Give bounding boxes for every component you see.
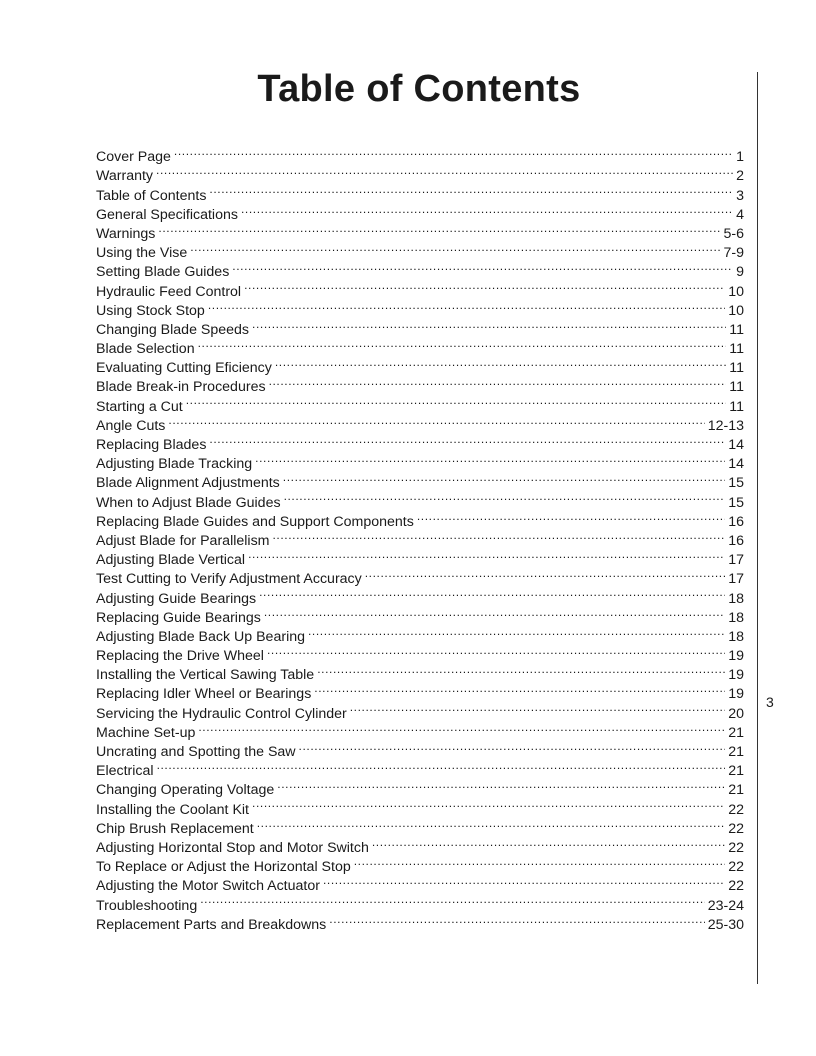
toc-entry-label: When to Adjust Blade Guides [96, 494, 281, 511]
toc-entry-label: Starting a Cut [96, 398, 183, 415]
dot-leader [156, 161, 733, 180]
toc-entry-label: Electrical [96, 763, 154, 780]
toc-entry-page: 11 [729, 379, 744, 396]
toc-entry-label: Replacing Idler Wheel or Bearings [96, 686, 312, 703]
toc-entry-page: 15 [728, 475, 744, 492]
toc-entry-page: 11 [729, 360, 744, 377]
toc-entry-page: 21 [728, 782, 744, 799]
toc-entry-label: Using Stock Stop [96, 302, 205, 319]
dot-leader [259, 583, 725, 602]
toc-list [96, 142, 744, 933]
toc-entry-page: 2 [736, 168, 744, 185]
toc-entry [96, 161, 744, 185]
toc-entry [96, 775, 744, 799]
dot-leader [241, 200, 733, 219]
toc-entry-page: 4 [736, 206, 744, 223]
dot-leader [317, 660, 725, 679]
dot-leader [209, 430, 725, 449]
dot-leader [232, 257, 733, 276]
toc-entry-label: Uncrating and Spotting the Saw [96, 744, 296, 760]
dot-leader [350, 698, 725, 717]
toc-entry-label: Replacing the Drive Wheel [96, 648, 264, 665]
toc-entry-page: 16 [728, 513, 744, 530]
page-title: Table of Contents [257, 68, 581, 110]
toc-entry-label: Blade Break-in Procedures [96, 379, 266, 396]
toc-entry-page: 3 [736, 187, 744, 204]
toc-entry-label: General Specifications [96, 206, 238, 223]
dot-leader [283, 468, 725, 487]
toc-entry-label: Replacing Blades [96, 437, 207, 453]
toc-entry-page: 19 [728, 648, 744, 665]
toc-entry-label: Evaluating Cutting Eficiency [96, 360, 272, 377]
dot-leader [186, 391, 727, 410]
toc-entry-page: 22 [728, 878, 744, 895]
toc-entry-label: Servicing the Hydraulic Control Cylinder [96, 705, 347, 722]
toc-entry-label: Adjusting Blade Tracking [96, 456, 253, 473]
dot-leader [354, 852, 725, 871]
dot-leader [257, 814, 726, 833]
toc-entry-label: Replacing Guide Bearings [96, 609, 261, 626]
toc-entry [96, 257, 744, 281]
toc-entry-page: 22 [728, 839, 744, 856]
toc-entry-page: 10 [728, 302, 744, 319]
dot-leader [198, 334, 727, 353]
toc-entry-label: Warranty [96, 168, 154, 185]
toc-entry-label: Machine Set-up [96, 724, 196, 741]
dot-leader [284, 487, 726, 506]
toc-entry-page: 21 [728, 724, 744, 741]
toc-entry-page: 22 [728, 801, 744, 818]
toc-entry-label: Adjusting the Motor Switch Actuator [96, 878, 320, 895]
toc-entry-label: Chip Brush Replacement [96, 820, 254, 837]
toc-entry-page: 14 [728, 456, 744, 473]
dot-leader [329, 910, 704, 929]
dot-leader [299, 737, 726, 756]
toc-entry-page: 11 [729, 398, 744, 415]
toc-entry [96, 180, 744, 204]
dot-leader [174, 142, 733, 161]
toc-entry-label: To Replace or Adjust the Horizontal Stop [96, 859, 351, 876]
toc-entry-label: Warnings [96, 225, 156, 242]
toc-entry [96, 391, 744, 415]
toc-entry-page: 11 [729, 321, 744, 338]
toc-entry-page: 12-13 [707, 417, 744, 434]
toc-entry-page: 14 [728, 437, 744, 453]
dot-leader [255, 449, 725, 468]
toc-entry-label: Cover Page [96, 149, 171, 166]
toc-entry-label: Changing Operating Voltage [96, 782, 275, 799]
toc-entry-label: Replacing Blade Guides and Support Components [96, 513, 414, 530]
dot-leader [308, 622, 725, 641]
toc-entry-page: 18 [728, 628, 744, 645]
dot-leader [272, 526, 725, 545]
toc-entry-label: Setting Blade Guides [96, 264, 230, 281]
toc-entry-page: 22 [728, 859, 744, 876]
dot-leader [372, 833, 725, 852]
toc-entry [96, 430, 744, 453]
dot-leader [267, 641, 725, 660]
toc-entry-label: Angle Cuts [96, 417, 166, 434]
margin-rule [757, 72, 758, 984]
toc-entry-page: 25-30 [707, 916, 744, 933]
toc-entry-page: 15 [728, 494, 744, 511]
dot-leader [200, 890, 704, 909]
toc-entry [96, 411, 744, 434]
toc-entry-page: 18 [728, 609, 744, 626]
dot-leader [417, 507, 725, 526]
toc-entry-page: 18 [728, 590, 744, 607]
dot-leader [264, 603, 725, 622]
toc-entry-page: 10 [728, 283, 744, 300]
toc-entry-label: Adjust Blade for Parallelism [96, 532, 270, 549]
dot-leader [269, 372, 727, 391]
toc-entry-label: Installing the Vertical Sawing Table [96, 667, 315, 684]
toc-entry-page: 17 [728, 571, 744, 588]
dot-leader [157, 756, 726, 775]
dot-leader [365, 564, 725, 583]
toc-entry-label: Adjusting Horizontal Stop and Motor Switch [96, 839, 369, 856]
toc-entry-page: 1 [736, 149, 744, 166]
toc-entry-label: Blade Selection [96, 341, 195, 358]
toc-entry-page: 7-9 [723, 245, 744, 262]
toc-entry-label: Test Cutting to Verify Adjustment Accuracy [96, 571, 362, 588]
toc-entry-page: 19 [728, 686, 744, 703]
dot-leader [244, 276, 725, 295]
dot-leader [323, 871, 725, 890]
toc-entry-page: 17 [728, 552, 744, 569]
dot-leader [158, 219, 720, 238]
toc-entry [96, 142, 744, 166]
dot-leader [314, 679, 725, 698]
toc-entry-label: Using the Vise [96, 245, 188, 262]
toc-entry-page: 21 [728, 744, 744, 760]
toc-entry-page: 9 [736, 264, 744, 281]
dot-leader [252, 315, 726, 334]
toc-entry-label: Changing Blade Speeds [96, 321, 250, 338]
dot-leader [252, 794, 725, 813]
dot-leader [198, 718, 725, 737]
toc-entry [96, 219, 744, 242]
toc-entry-page: 21 [728, 763, 744, 780]
toc-entry-label: Adjusting Blade Back Up Bearing [96, 628, 305, 645]
dot-leader [168, 411, 704, 430]
toc-entry-page: 23-24 [707, 897, 744, 914]
dot-leader [209, 180, 733, 199]
dot-leader [248, 545, 725, 564]
toc-entry [96, 756, 744, 780]
toc-entry-label: Table of Contents [96, 187, 207, 204]
toc-entry-label: Blade Alignment Adjustments [96, 475, 280, 492]
toc-entry [96, 238, 744, 262]
toc-entry-label: Hydraulic Feed Control [96, 283, 242, 300]
toc-entry-page: 20 [728, 705, 744, 722]
toc-entry-page: 19 [728, 667, 744, 684]
toc-entry-label: Installing the Coolant Kit [96, 801, 250, 818]
page-number: 3 [766, 694, 774, 710]
dot-leader [275, 353, 726, 372]
toc-entry-page: 16 [728, 532, 744, 549]
dot-leader [277, 775, 725, 794]
toc-entry-label: Replacement Parts and Breakdowns [96, 916, 327, 933]
toc-entry-label: Adjusting Blade Vertical [96, 552, 246, 569]
toc-entry-page: 22 [728, 820, 744, 837]
toc-entry-page: 11 [729, 341, 744, 358]
toc-entry-label: Troubleshooting [96, 897, 198, 914]
toc-entry-page: 5-6 [723, 225, 744, 242]
dot-leader [208, 296, 725, 315]
dot-leader [190, 238, 720, 257]
toc-entry-label: Adjusting Guide Bearings [96, 590, 257, 607]
